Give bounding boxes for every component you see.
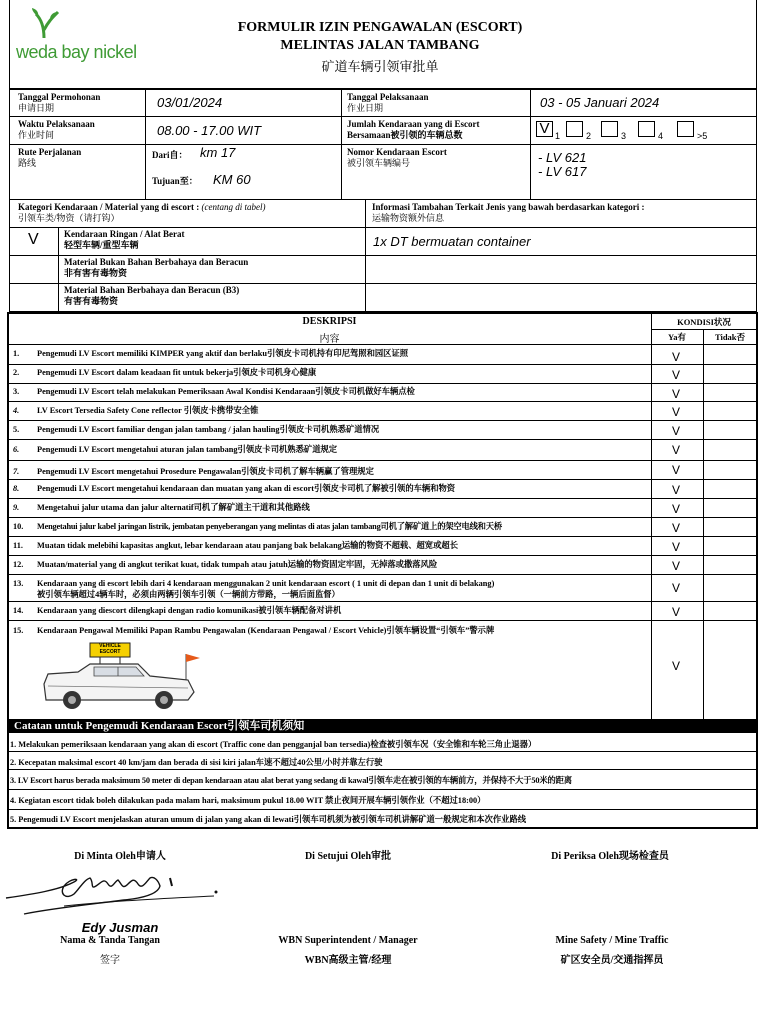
form-title-zh: 矿道车辆引领审批单 xyxy=(321,59,439,74)
nomor-value-2[interactable]: - LV 617 xyxy=(538,164,587,179)
signer-name: Edy Jusman xyxy=(81,920,159,935)
kategori-item-2-zh: 非有害有毒物资 xyxy=(64,268,128,278)
row-text-7: Pengemudi LV Escort mengetahui Prosedure Pengawalan引领皮卡司机了解车辆赢了管理规定 xyxy=(37,467,374,476)
divider xyxy=(8,809,757,810)
divider xyxy=(9,283,757,284)
dari-value[interactable]: km 17 xyxy=(200,145,236,160)
row-num-1: 1. xyxy=(13,349,20,358)
divider xyxy=(530,89,531,200)
kategori-item-2: Material Bukan Bahan Berbahaya dan Beracun xyxy=(64,257,249,267)
jumlah-option-2: 2 xyxy=(586,131,592,141)
jumlah-option-5: >5 xyxy=(697,131,708,141)
kategori-item-1: Kendaraan Ringan / Alat Berat xyxy=(64,229,185,239)
row-ya-15[interactable]: V xyxy=(671,659,680,673)
kategori-label-zh: 引领车类/物资（请打钩） xyxy=(18,213,120,223)
tujuan-label: Tujuan至： xyxy=(152,176,198,186)
company-logo xyxy=(12,8,162,68)
row-num-15: 15. xyxy=(13,626,24,635)
divider xyxy=(145,89,146,200)
dari-label: Dari自： xyxy=(152,150,188,160)
nomor-label: Nomor Kendaraan Escort xyxy=(347,147,447,157)
row-ya-6[interactable]: V xyxy=(671,443,680,457)
row-num-10: 10. xyxy=(13,522,24,531)
divider xyxy=(8,574,757,575)
row-ya-12[interactable]: V xyxy=(671,559,680,573)
form-title: FORMULIR IZIN PENGAWALAN (ESCORT) xyxy=(237,20,523,35)
nomor-value-1[interactable]: - LV 621 xyxy=(538,150,587,165)
divider xyxy=(651,329,757,330)
kategori-item-3: Material Bahan Berbahaya dan Beracun (B3) xyxy=(64,285,240,295)
tujuan-value[interactable]: KM 60 xyxy=(213,172,251,187)
tgl-pelaksanaan-label: Tanggal Pelaksanaan xyxy=(347,92,429,102)
row-ya-7[interactable]: V xyxy=(671,463,680,477)
row-text-12: Muatan/material yang di angkut terikat kuat, tidak tumpah atau jatuh运输的物资固定牢固，无掉落或撒落风险 xyxy=(37,560,438,569)
row-text-13-zh: 被引领车辆超过4辆车时，必须由两辆引领车引领（一辆前方带路，一辆后面监督） xyxy=(37,590,340,599)
rute-label-zh: 路线 xyxy=(18,158,37,168)
row-num-6: 6. xyxy=(13,445,20,454)
row-ya-4[interactable]: V xyxy=(671,405,680,419)
deskripsi-header-zh: 内容 xyxy=(319,334,340,345)
kategori-item-1-zh: 轻型车辆/重型车辆 xyxy=(64,240,139,250)
diperiksa-label: Di Periksa Oleh现场检查员 xyxy=(551,851,669,862)
tgl-permohonan-label: Tanggal Permohonan xyxy=(18,92,101,102)
row-text-9: Mengetahui jalur utama dan jalur alternatif司机了解矿道主干道和其他路线 xyxy=(37,503,310,512)
divider xyxy=(365,200,366,312)
tidak-header: Tidak否 xyxy=(714,332,746,342)
divider xyxy=(8,536,757,537)
waktu-label-zh: 作业时间 xyxy=(18,130,55,140)
row-num-2: 2. xyxy=(13,368,20,377)
form-subtitle: MELINTAS JALAN TAMBANG xyxy=(280,38,480,53)
divider xyxy=(8,364,757,365)
divider xyxy=(9,255,757,256)
row-num-4: 4. xyxy=(13,406,20,415)
row-num-7: 7. xyxy=(13,467,20,476)
divider xyxy=(8,789,757,790)
jumlah-label-2: Bersamaan被引领的车辆总数 xyxy=(347,130,463,140)
catatan-item-1: 1. Melakukan pemeriksaan kendaraan yang akan di escort (Traffic cone dan pengganjal ban tersedia)检查被引领车况（安全锥和车轮三角止退器） xyxy=(10,740,537,749)
catatan-item-2: 2. Kecepatan maksimal escort 40 km/jam dan berada di sisi kiri jalan车速不超过40公里/小时并靠左行驶 xyxy=(10,758,383,767)
jumlah-label: Jumlah Kendaraan yang di Escort xyxy=(347,119,480,129)
info-tambahan-label: Informasi Tambahan Terkait Jenis yang bawah berdasarkan kategori : xyxy=(372,202,645,212)
jumlah-option-1: 1 xyxy=(555,131,561,141)
mine-label-zh: 矿区安全员/交通指挥员 xyxy=(560,955,664,966)
row-num-8: 8. xyxy=(13,484,20,493)
tgl-pelaksanaan-value[interactable]: 03 - 05 Januari 2024 xyxy=(540,95,660,110)
divider xyxy=(8,439,757,440)
row-ya-1[interactable]: V xyxy=(671,350,680,364)
divider xyxy=(8,601,757,602)
divider xyxy=(8,751,757,752)
tgl-permohonan-label-zh: 申请日期 xyxy=(18,103,55,113)
divider xyxy=(58,227,59,312)
divider xyxy=(8,498,757,499)
mine-label: Mine Safety / Mine Traffic xyxy=(555,935,669,946)
info-tambahan-label-zh: 运输物资额外信息 xyxy=(372,213,445,223)
ya-header: Ya有 xyxy=(668,332,686,342)
row-ya-9[interactable]: V xyxy=(671,502,680,516)
jumlah-checkbox-4[interactable] xyxy=(638,121,655,137)
row-num-3: 3. xyxy=(13,387,20,396)
catatan-item-5: 5. Pengemudi LV Escort menjelaskan aturan umum di jalan yang akan di lewati引领车司机须为被引领车司机讲解矿道一般规定和本次作业路线 xyxy=(10,815,527,824)
jumlah-checkbox-5[interactable] xyxy=(677,121,694,137)
row-num-11: 11. xyxy=(13,541,23,550)
row-num-12: 12. xyxy=(13,560,24,569)
catatan-item-4: 4. Kegiatan escort tidak boleh dilakukan pada malam hari, maksimum pukul 18.00 WIT 禁止夜间开展车辆引领作业（不超过18:00） xyxy=(10,796,486,805)
row-ya-5[interactable]: V xyxy=(671,424,680,438)
row-text-11: Muatan tidak melebihi kapasitas angkut, lebar kendaraan atau panjang bak belakang运输的物资不超载、超宽或超长 xyxy=(37,541,458,550)
logo-text: weda bay nickel xyxy=(16,42,137,62)
row-text-15: Kendaraan Pengawal Memiliki Papan Rambu Pengawalan (Kendaraan Pengawal / Escort Vehicle)引领车辆设置“引领车”警示牌 xyxy=(37,626,495,635)
row-text-13: Kendaraan yang di escort lebih dari 4 kendaraan menggunakan 2 unit kendaraan escort ( 1 unit di depan dan 1 unit di belakang) xyxy=(37,579,495,588)
divider xyxy=(8,769,757,770)
catatan-item-3: 3. LV Escort harus berada maksimum 50 meter di depan kendaraan atau alat berat yang sedang di kawal引领车走在被引领的车辆前方，并保持不大于50米的距离 xyxy=(10,776,572,785)
divider xyxy=(9,144,757,145)
kategori-mark-1[interactable]: V xyxy=(28,231,39,248)
row-ya-3[interactable]: V xyxy=(671,387,680,401)
escort-sign-text: VEHICLE ESCORT xyxy=(99,643,121,655)
kategori-label: Kategori Kendaraan / Material yang di escort : xyxy=(18,202,202,212)
row-text-3: Pengemudi LV Escort telah melakukan Pemeriksaan Awal Kondisi Kendaraan引领皮卡司机做好车辆点检 xyxy=(37,387,415,396)
handwritten-signature xyxy=(4,856,224,920)
jumlah-option-3: 3 xyxy=(621,131,627,141)
row-num-14: 14. xyxy=(13,606,24,615)
leaf-icon xyxy=(30,8,60,40)
row-ya-13[interactable]: V xyxy=(671,581,680,595)
nama-label: Nama & Tanda Tangan xyxy=(60,935,160,946)
divider xyxy=(8,620,757,621)
kondisi-header: KONDISI状况 xyxy=(677,317,731,327)
row-text-6: Pengemudi LV Escort mengetahui aturan jalan tambang引领皮卡司机熟悉矿道规定 xyxy=(37,445,338,454)
jumlah-checkbox-2[interactable] xyxy=(566,121,583,137)
nama-label-zh: 签字 xyxy=(100,955,120,966)
divider xyxy=(8,555,757,556)
row-ya-8[interactable]: V xyxy=(671,483,680,497)
escort-vehicle-illustration xyxy=(38,640,213,715)
jumlah-option-4: 4 xyxy=(658,131,664,141)
divider xyxy=(703,329,704,719)
divider xyxy=(8,420,757,421)
tgl-pelaksanaan-label-zh: 作业日期 xyxy=(347,103,384,113)
row-num-9: 9. xyxy=(13,503,20,512)
divider xyxy=(9,227,757,228)
wbn-label-zh: WBN高级主管/经理 xyxy=(304,955,392,966)
tgl-permohonan-value[interactable]: 03/01/2024 xyxy=(157,95,223,110)
jumlah-checkbox-1[interactable]: V xyxy=(536,121,553,137)
row-ya-2[interactable]: V xyxy=(671,368,680,382)
row-ya-14[interactable]: V xyxy=(671,605,680,619)
waktu-label: Waktu Pelaksanaan xyxy=(18,119,95,129)
divider xyxy=(341,89,342,200)
wbn-label: WBN Superintendent / Manager xyxy=(278,935,418,946)
divider xyxy=(9,116,757,117)
row-text-8: Pengemudi LV Escort mengetahui kendaraan dan muatan yang akan di escort引领皮卡司机了解被引领的车辆和物资 xyxy=(37,484,456,493)
divider xyxy=(651,313,652,719)
nomor-label-zh: 被引领车辆编号 xyxy=(347,158,411,168)
diminta-label: Di Minta Oleh申请人 xyxy=(74,851,166,862)
row-text-10: Mengetahui jalur kabel jaringan listrik, jembatan penyeberangan yang melintas di atas jalan tambang司机了解矿道上的架空电线和天桥 xyxy=(37,522,502,531)
info-tambahan-value[interactable]: 1x DT bermuatan container xyxy=(373,234,531,249)
disetujui-label: Di Setujui Oleh审批 xyxy=(304,851,392,862)
rute-label: Rute Perjalanan xyxy=(18,147,82,157)
row-ya-10[interactable]: V xyxy=(671,521,680,535)
divider xyxy=(8,479,757,480)
kategori-note: (centang di tabel) xyxy=(201,202,266,212)
divider xyxy=(8,517,757,518)
divider xyxy=(8,401,757,402)
row-text-1: Pengemudi LV Escort memiliki KIMPER yang aktif dan berlaku引领皮卡司机持有印尼驾照和园区证照 xyxy=(37,349,409,358)
row-text-5: Pengemudi LV Escort familiar dengan jalan tambang / jalan hauling引领皮卡司机熟悉矿道情况 xyxy=(37,425,380,434)
divider xyxy=(8,383,757,384)
catatan-header: Catatan untuk Pengemudi Kendaraan Escort引领车司机须知 xyxy=(14,720,305,732)
row-num-13: 13. xyxy=(13,579,24,588)
row-text-14: Kendaraan yang diescort dilengkapi dengan radio komunikasi被引领车辆配备对讲机 xyxy=(37,606,342,615)
waktu-value[interactable]: 08.00 - 17.00 WIT xyxy=(157,123,262,138)
row-num-5: 5. xyxy=(13,425,20,434)
row-text-4: LV Escort Tersedia Safety Cone reflector 引领皮卡携带安全锥 xyxy=(37,406,259,415)
row-text-2: Pengemudi LV Escort dalam keadaan fit untuk bekerja引领皮卡司机身心健康 xyxy=(37,368,317,377)
deskripsi-header: DESKRIPSI xyxy=(302,316,357,327)
jumlah-checkbox-3[interactable] xyxy=(601,121,618,137)
row-ya-11[interactable]: V xyxy=(671,540,680,554)
kategori-item-3-zh: 有害有毒物资 xyxy=(64,296,119,306)
divider xyxy=(8,460,757,461)
